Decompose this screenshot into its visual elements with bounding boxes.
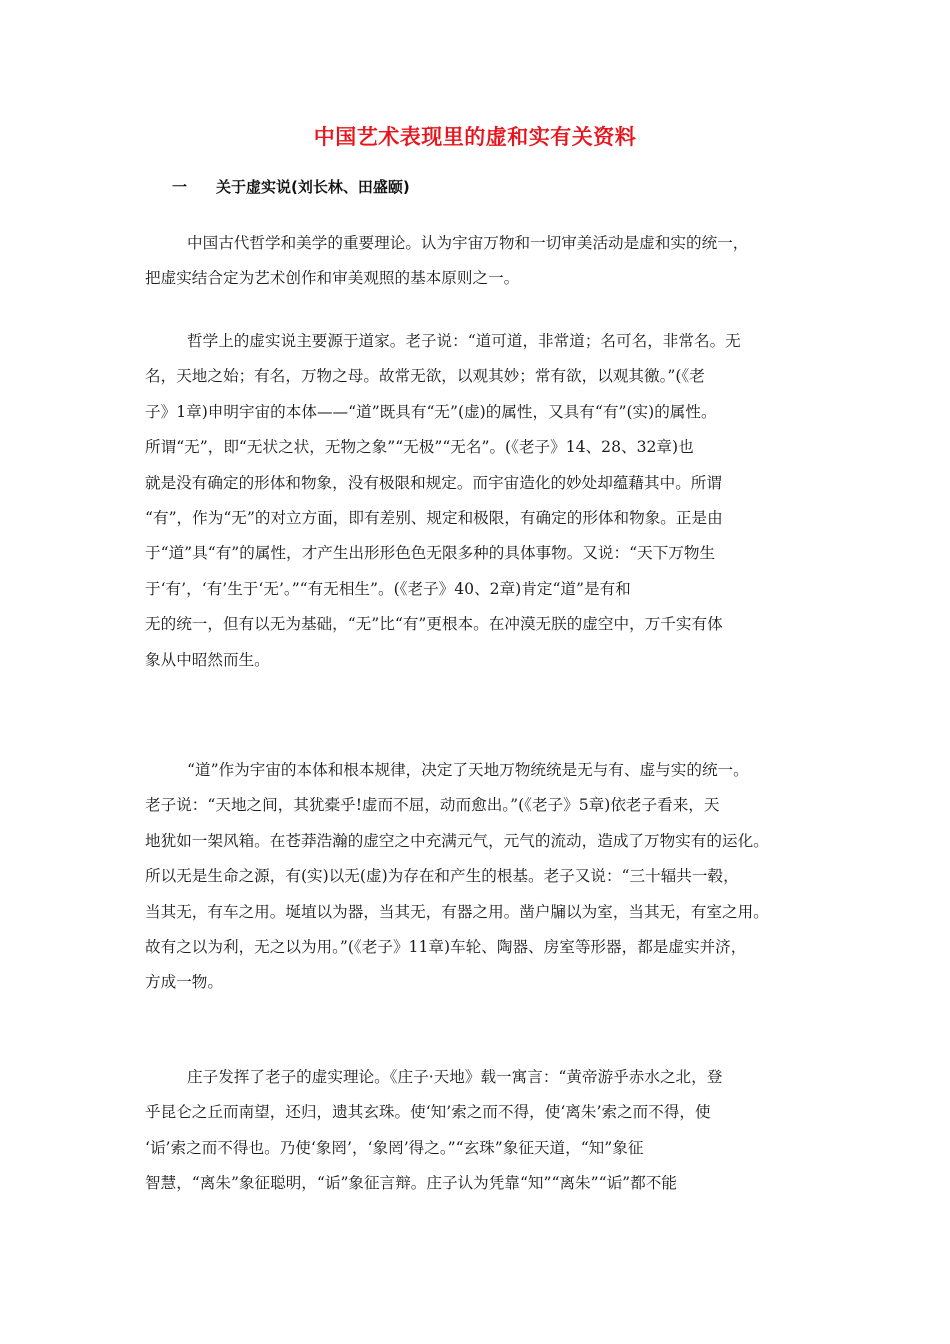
paragraph-line: “道”作为宇宙的本体和根本规律，决定了天地万物统统是无与有、虚与实的统一。 [187,761,749,779]
paragraph [145,324,810,678]
paragraph-line: ‘诟’索之而不得也。乃使‘象罔’，‘象罔’得之。”“玄珠”象征天道，“知”象征 [145,1138,644,1157]
section-number: 一 [172,178,188,196]
paragraph-line: 把虚实结合定为艺术创作和审美观照的基本原则之一。 [145,269,520,288]
document-title: 中国艺术表现里的虚和实有关资料 [313,125,637,149]
paragraph-line: 名，天地之始；有名，万物之母。故常无欲，以观其妙；常有欲，以观其徼。”(《老 [145,367,705,386]
paragraph-line: 哲学上的虚实说主要源于道家。老子说：“道可道，非常道；名可名，非常名。无 [187,332,741,350]
paragraph-line: 所谓“无”，即“无状之状，无物之象”“无极”“无名”。(《老子》14、28、32章)也 [145,438,694,457]
paragraph-line: 中国古代哲学和美学的重要理论。认为宇宙万物和一切审美活动是虚和实的统一， [187,234,749,252]
paragraph-line: 子》1章)申明宇宙的本体——“道”既具有“无”(虚)的属性，又具有“有”(实)的属性。 [145,402,717,421]
paragraph-line: 就是没有确定的形体和物象，没有极限和规定。而宇宙造化的妙处却蕴藉其中。所谓 [145,473,722,492]
paragraph [145,753,810,1001]
section-title: 关于虚实说(刘长林、田盛颐) [216,178,410,196]
paragraph-line: 故有之以为利，无之以为用。”(《老子》11章)车轮、陶器、房室等形器，都是虚实并济， [145,938,747,957]
paragraph-line: 于‘有’，‘有’生于‘无’。”“有无相生”。(《老子》40、2章)肯定“道”是有和 [145,579,631,598]
section-heading [172,176,410,197]
paragraph [145,1060,810,1202]
paragraph [145,226,810,297]
paragraph-line: 智慧，“离朱”象征聪明，“诟”象征言辩。庄子认为凭靠“知”“离朱”“诟”都不能 [145,1174,677,1193]
paragraph-line: 当其无，有车之用。埏埴以为器，当其无，有器之用。凿户牖以为室，当其无，有室之用。 [145,902,769,921]
paragraph-line: “有”，作为“无”的对立方面，即有差别、规定和极限，有确定的形体和物象。正是由 [145,509,723,528]
paragraph-line: 所以无是生命之源，有(实)以无(虚)为存在和产生的根基。老子又说：“三十辐共一毂， [145,867,739,886]
paragraph-line: 老子说：“天地之间，其犹橐乎!虚而不屈，动而愈出。”(《老子》5章)依老子看来，天 [145,796,720,815]
paragraph-line: 乎昆仑之丘而南望，还归，遗其玄珠。使‘知’索之而不得，使‘离朱’索之而不得，使 [145,1103,711,1122]
paragraph-line: 无的统一，但有以无为基础，“无”比“有”更根本。在冲漠无朕的虚空中，万千实有体 [145,615,723,634]
paragraph-line: 地犹如一架风箱。在苍莽浩瀚的虚空之中充满元气，元气的流动，造成了万物实有的运化。 [145,831,769,850]
paragraph-line: 方成一物。 [145,973,223,992]
paragraph-line: 于“道”具“有”的属性，才产生出形形色色无限多种的具体事物。又说：“天下万物生 [145,544,716,563]
paragraph-line: 象从中昭然而生。 [145,650,270,669]
paragraph-line: 庄子发挥了老子的虚实理论。《庄子·天地》载一寓言：“黄帝游乎赤水之北，登 [187,1068,723,1086]
